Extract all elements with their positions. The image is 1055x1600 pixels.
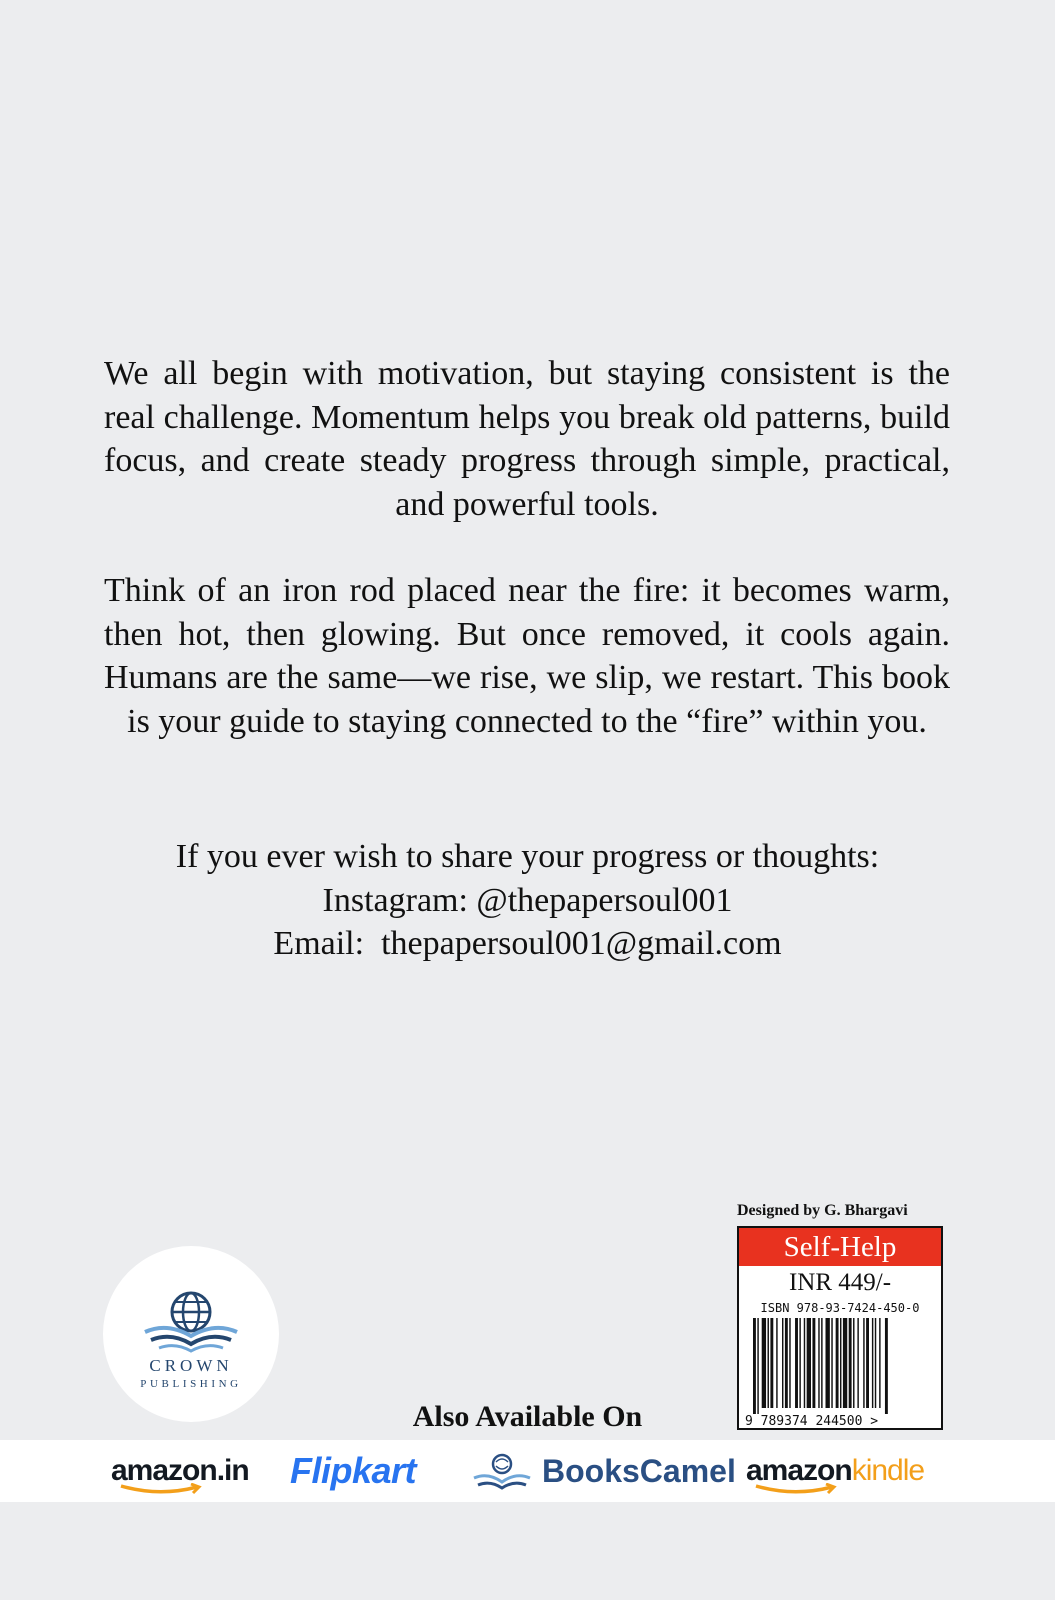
barcode-bar [821, 1318, 822, 1408]
barcode-bar [782, 1318, 783, 1408]
bookscamel-text: BooksCamel [542, 1453, 736, 1489]
barcode-bar [863, 1318, 864, 1408]
amazon-kindle-logo [746, 1440, 924, 1502]
barcode-bar [866, 1318, 869, 1408]
store-logos-strip [0, 1440, 1055, 1502]
barcode-bar [804, 1318, 805, 1408]
barcode-bar [849, 1318, 852, 1408]
amazon-in-text: amazon.in [111, 1454, 249, 1487]
price-label: INR 449/- [788, 1269, 892, 1296]
amazon-in-logo [111, 1440, 249, 1502]
barcode-bar [795, 1318, 798, 1408]
barcode-bar [770, 1318, 773, 1408]
barcode-bar [762, 1318, 766, 1408]
bookscamel-logo [470, 1440, 736, 1502]
publisher-name: CROWN [149, 1356, 233, 1375]
barcode-bar [776, 1318, 777, 1408]
barcode-bar [785, 1318, 788, 1408]
barcode-digits: 9 789374 244500 > [745, 1414, 879, 1429]
designer-credit: Designed by G. Bhargavi [737, 1202, 908, 1219]
isbn-label: ISBN 978-93-7424-450-0 [760, 1301, 920, 1315]
back-cover-blurb [104, 352, 950, 743]
barcode-bar [843, 1318, 847, 1408]
barcode-bar [812, 1318, 815, 1408]
flipkart-text: Flipkart [290, 1450, 417, 1491]
barcode-bar [826, 1318, 830, 1408]
also-available-heading: Also Available On [412, 1400, 643, 1433]
email-address: Email: thepapersoul001@gmail.com [273, 925, 782, 962]
barcode-bar [768, 1318, 769, 1408]
amazon-smile-icon [754, 1483, 844, 1497]
contact-block [0, 835, 1055, 966]
barcode-bar [799, 1318, 800, 1408]
instagram-handle: Instagram: @thepapersoul001 [322, 881, 733, 919]
contact-intro: If you ever wish to share your progress or thoughts: [175, 838, 880, 875]
publisher-tagline: PUBLISHING [140, 1378, 242, 1390]
blurb-paragraph-1: We all begin with motivation, but staying consistent is the real challenge. Momentum helps you break old patterns, build focus, and create steady progress through simple, practical, and powerful tools. [104, 355, 950, 523]
globe-book-icon [141, 1288, 241, 1354]
publisher-logo [103, 1246, 279, 1422]
amazon-kindle-brand: amazon [746, 1454, 852, 1487]
genre-label: Self-Help [739, 1228, 941, 1266]
barcode-bar [879, 1318, 880, 1408]
barcode-bar [818, 1318, 819, 1408]
barcode-bar [836, 1318, 839, 1408]
barcode-bar [789, 1318, 790, 1408]
barcode-bar [853, 1318, 854, 1408]
barcode-bar [807, 1318, 811, 1408]
barcode-bar [857, 1318, 858, 1408]
barcode-bar [875, 1318, 876, 1408]
open-book-globe-icon [470, 1452, 534, 1492]
blurb-paragraph-2: Think of an iron rod placed near the fire: it becomes warm, then hot, then glowing. But once removed, it cools again. Humans are the same—we rise, we slip, we restart. This book is your guide to staying connected to the “fire” within you. [104, 572, 950, 740]
amazon-smile-icon [119, 1483, 209, 1497]
barcode-bar [872, 1318, 873, 1408]
flipkart-logo [290, 1440, 416, 1502]
kindle-text: kindle [851, 1454, 925, 1487]
barcode-bar [831, 1318, 832, 1408]
barcode-bar [840, 1318, 841, 1408]
